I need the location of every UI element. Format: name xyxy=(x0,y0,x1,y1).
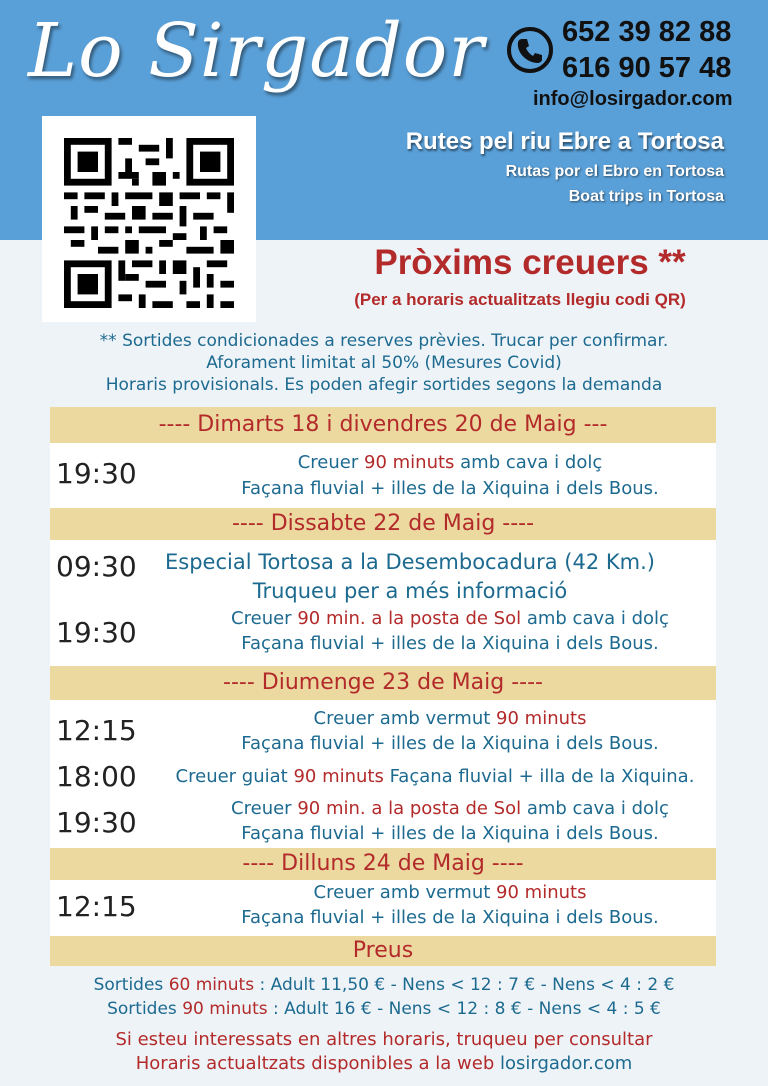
tagline-catalan: Rutes pel riu Ebre a Tortosa xyxy=(405,128,724,155)
time-label: 18:00 xyxy=(56,760,137,793)
page-title: Pròxims creuers ** xyxy=(374,243,686,282)
slot-line-2: Façana fluvial + illes de la Xiquina i dels Bous. xyxy=(241,907,659,928)
time-label: 09:30 xyxy=(56,550,137,583)
page-subtitle: (Per a horaris actualitzats llegiu codi QR) xyxy=(354,290,686,309)
footer-web: Horaris actualtzats disponibles a la web losirgador.com xyxy=(135,1053,633,1074)
slot-line-2: Truqueu per a més informació xyxy=(252,579,568,603)
day-header-1: ---- Dimarts 18 i divendres 20 de Maig --- xyxy=(50,407,716,443)
time-label: 19:30 xyxy=(56,457,137,490)
day-header-2: ---- Dissabte 22 de Maig ---- xyxy=(50,508,716,540)
slot-line-2: Façana fluvial + illes de la Xiquina i dels Bous. xyxy=(241,478,659,499)
slot-line-1: Creuer amb vermut 90 minuts xyxy=(313,882,587,903)
day-header-4: ---- Dilluns 24 de Maig ---- xyxy=(50,848,716,880)
tagline-english: Boat trips in Tortosa xyxy=(568,188,724,205)
notes-block xyxy=(30,330,738,396)
note-line: ** Sortides condicionades a reserves prèvies. Trucar per confirmar. xyxy=(99,331,669,351)
price-row-60: Sortides 60 minuts : Adult 11,50 € - Nens < 12 : 7 € - Nens < 4 : 2 € xyxy=(93,975,675,995)
brand-logo: Lo Sirgador xyxy=(28,8,485,94)
footer-note: Si esteu interessats en altres horaris, truqueu per consultar xyxy=(115,1029,653,1050)
qr-code-icon xyxy=(64,138,234,308)
tagline-spanish: Rutas por el Ebro en Tortosa xyxy=(505,163,724,180)
time-label: 19:30 xyxy=(56,806,137,839)
day-header-3: ---- Diumenge 23 de Maig ---- xyxy=(50,666,716,700)
slot-line-2: Façana fluvial + illes de la Xiquina i dels Bous. xyxy=(241,823,659,844)
slot-line-1: Creuer 90 min. a la posta de Sol amb cava i dolç xyxy=(231,608,669,629)
slot-line-1: Especial Tortosa a la Desembocadura (42 Km.) xyxy=(165,550,655,574)
phone-icon xyxy=(506,26,554,74)
phone-numbers xyxy=(562,14,731,86)
slot-line-1: Creuer 90 minuts amb cava i dolç xyxy=(297,452,603,473)
slot-line-2: Façana fluvial + illes de la Xiquina i dels Bous. xyxy=(241,733,659,754)
slot-line-2: Façana fluvial + illes de la Xiquina i dels Bous. xyxy=(241,633,659,654)
phone-number-2[interactable]: 616 90 57 48 xyxy=(562,52,732,84)
phone-number-1[interactable]: 652 39 82 88 xyxy=(562,16,732,48)
qr-code[interactable] xyxy=(42,116,256,322)
prices-header: Preus xyxy=(50,936,716,966)
slot-line-1: Creuer guiat 90 minuts Façana fluvial + illa de la Xiquina. xyxy=(175,766,695,787)
time-label: 12:15 xyxy=(56,890,137,923)
note-line: Horaris provisionals. Es poden afegir sortides segons la demanda xyxy=(105,375,663,395)
email-link[interactable]: info@losirgador.com xyxy=(533,88,733,110)
note-line: Aforament limitat al 50% (Mesures Covid) xyxy=(206,353,562,373)
time-label: 12:15 xyxy=(56,714,137,747)
slot-line-1: Creuer amb vermut 90 minuts xyxy=(313,708,587,729)
time-label: 19:30 xyxy=(56,616,137,649)
website-link[interactable]: losirgador.com xyxy=(500,1053,633,1074)
slot-line-1: Creuer 90 min. a la posta de Sol amb cava i dolç xyxy=(231,798,669,819)
price-row-90: Sortides 90 minuts : Adult 16 € - Nens < 12 : 8 € - Nens < 4 : 5 € xyxy=(107,999,661,1019)
